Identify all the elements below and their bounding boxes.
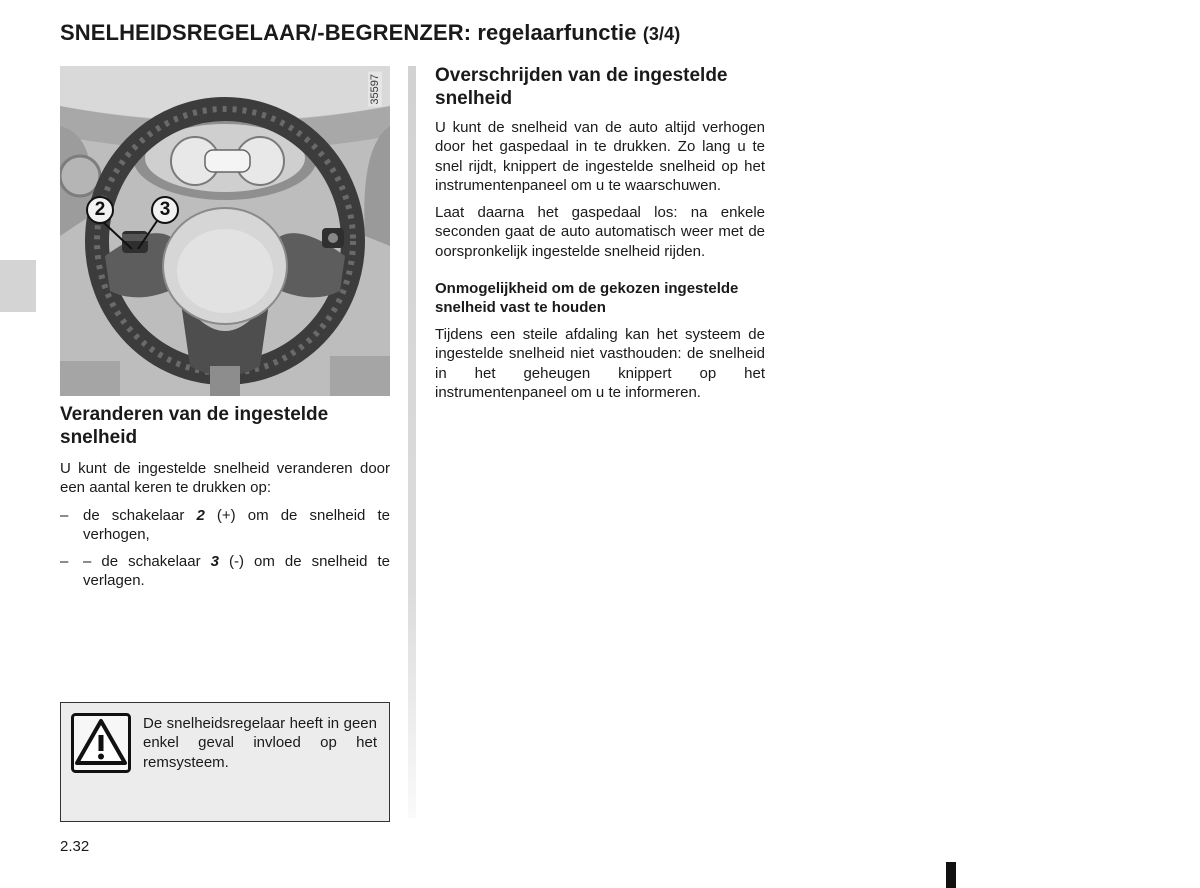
page-title <box>60 20 680 46</box>
list-dash: – <box>60 553 69 571</box>
change-speed-intro: U kunt de ingestelde snelheid veranderen door een aantal keren te drukken op: <box>60 460 390 497</box>
list-text-post: (+) om de snelheid te verhogen, <box>83 506 391 543</box>
change-speed-section <box>60 403 390 591</box>
chapter-tab <box>0 260 36 312</box>
page-title-text: SNELHEIDSREGELAAR/-BEGRENZER: regelaarfunctie <box>60 20 637 45</box>
list-dash: – <box>60 506 69 524</box>
list-text-pre: de schakelaar <box>83 506 197 524</box>
release-pedal-paragraph: Laat daarna het gaspedaal los: na enkele seconden gaat de auto automatisch weer met de oorspronkelijk ingestelde snelheid rijden. <box>435 204 765 260</box>
callout-3: 3 <box>151 196 179 224</box>
list-text-pre: – de schakelaar <box>83 553 211 571</box>
change-speed-heading: Veranderen van de ingestelde snelheid <box>60 404 329 448</box>
corner-marker <box>946 862 956 888</box>
callout-2: 2 <box>86 196 114 224</box>
switch-number: 2 <box>196 506 205 524</box>
column-divider <box>408 66 416 818</box>
steering-wheel-illustration <box>60 66 390 396</box>
warning-text: De snelheidsregelaar heeft in geen enkel geval invloed op het remsysteem. <box>143 715 377 771</box>
exceed-speed-paragraph: U kunt de snelheid van de auto altijd verhogen door het gaspedaal in te drukken. Zo lang u te snel rijdt, knippert de ingestelde snelheid op het instrumentenpaneel om u te waarschuwen. <box>435 119 765 194</box>
list-item-decrease <box>60 552 390 591</box>
descent-paragraph: Tijdens een steile afdaling kan het systeem de ingestelde snelheid niet vasthouden: de snelheid in het geheugen knippert op het instrumentenpaneel om u te informeren. <box>435 326 765 401</box>
figure-code: 35597 <box>369 74 381 105</box>
exceed-speed-heading: Overschrijden van de ingestelde snelheid <box>435 65 728 109</box>
page-number: 2.32 <box>60 838 90 855</box>
exceed-speed-section <box>435 64 765 402</box>
list-text-post: (-) om de snelheid te verlagen. <box>83 553 390 590</box>
list-item-increase <box>60 506 390 545</box>
impossible-hold-subheading: Onmogelijkheid om de gekozen ingestelde snelheid vast te houden <box>435 280 739 317</box>
switch-number: 3 <box>210 553 219 571</box>
warning-triangle-icon <box>71 713 131 773</box>
page-title-suffix: (3/4) <box>642 24 681 44</box>
steering-wheel-figure <box>60 66 390 396</box>
warning-box <box>60 702 390 822</box>
